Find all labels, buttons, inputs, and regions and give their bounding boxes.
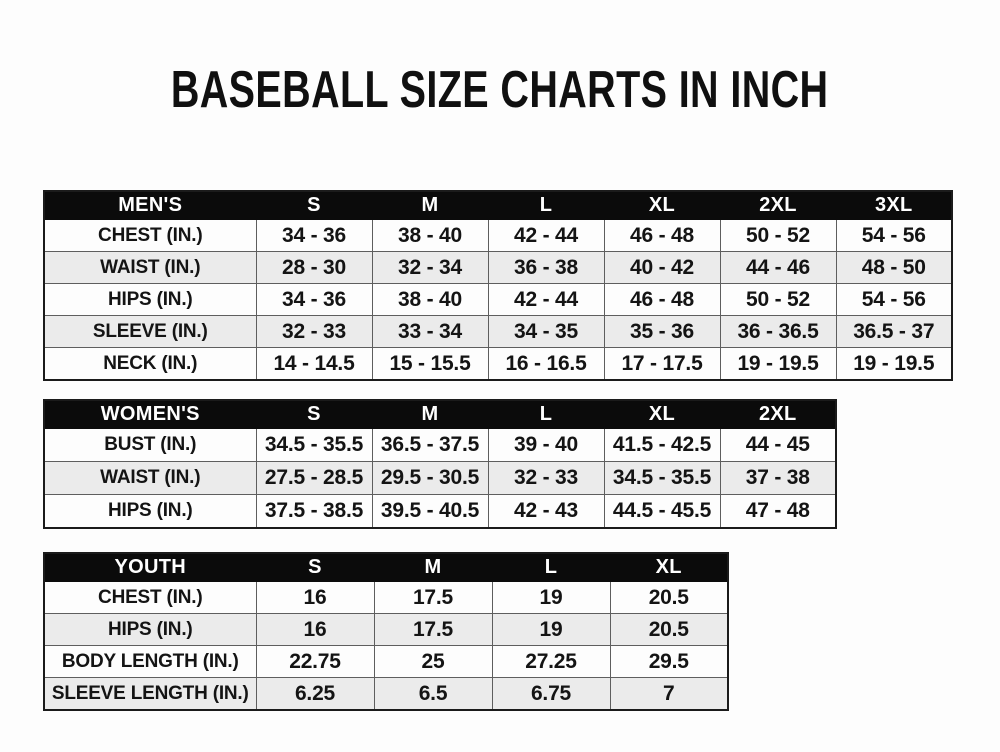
size-value: 27.25 — [492, 646, 610, 678]
size-value: 20.5 — [610, 614, 728, 646]
table-row — [44, 678, 728, 711]
size-value: 54 - 56 — [836, 284, 952, 316]
size-value: 29.5 — [610, 646, 728, 678]
column-header: L — [492, 553, 610, 582]
size-value: 27.5 - 28.5 — [256, 462, 372, 495]
size-value: 39.5 - 40.5 — [372, 495, 488, 529]
size-value: 32 - 34 — [372, 252, 488, 284]
size-value: 48 - 50 — [836, 252, 952, 284]
size-value: 46 - 48 — [604, 284, 720, 316]
size-value: 6.5 — [374, 678, 492, 711]
row-label: BUST (IN.) — [44, 429, 256, 462]
column-header: 2XL — [720, 400, 836, 429]
size-value: 42 - 44 — [488, 220, 604, 252]
size-value: 6.75 — [492, 678, 610, 711]
size-value: 17.5 — [374, 582, 492, 614]
table-row — [44, 316, 952, 348]
size-value: 54 - 56 — [836, 220, 952, 252]
column-header: S — [256, 400, 372, 429]
size-value: 34 - 35 — [488, 316, 604, 348]
page-title — [0, 61, 1000, 119]
size-value: 15 - 15.5 — [372, 348, 488, 381]
column-header: XL — [610, 553, 728, 582]
size-value: 34.5 - 35.5 — [604, 462, 720, 495]
column-header: M — [372, 191, 488, 220]
size-value: 25 — [374, 646, 492, 678]
size-value: 17.5 — [374, 614, 492, 646]
size-value: 50 - 52 — [720, 220, 836, 252]
size-value: 14 - 14.5 — [256, 348, 372, 381]
youth-header-row — [44, 553, 728, 582]
column-header: S — [256, 553, 374, 582]
table-row — [44, 495, 836, 529]
page-title-text: BASEBALL SIZE CHARTS IN INCH — [171, 61, 829, 119]
size-value: 16 — [256, 582, 374, 614]
size-value: 46 - 48 — [604, 220, 720, 252]
table-title-cell: MEN'S — [44, 191, 256, 220]
size-value: 36 - 38 — [488, 252, 604, 284]
size-value: 47 - 48 — [720, 495, 836, 529]
size-value: 33 - 34 — [372, 316, 488, 348]
row-label: SLEEVE (IN.) — [44, 316, 256, 348]
mens-header-row — [44, 191, 952, 220]
size-value: 19 - 19.5 — [720, 348, 836, 381]
column-header: M — [374, 553, 492, 582]
size-value: 19 - 19.5 — [836, 348, 952, 381]
row-label: CHEST (IN.) — [44, 582, 256, 614]
size-value: 44.5 - 45.5 — [604, 495, 720, 529]
table-title-cell: WOMEN'S — [44, 400, 256, 429]
size-value: 34 - 36 — [256, 220, 372, 252]
column-header: S — [256, 191, 372, 220]
row-label: WAIST (IN.) — [44, 462, 256, 495]
column-header: L — [488, 191, 604, 220]
size-value: 38 - 40 — [372, 284, 488, 316]
size-value: 34 - 36 — [256, 284, 372, 316]
row-label: HIPS (IN.) — [44, 284, 256, 316]
table-row — [44, 429, 836, 462]
size-value: 36.5 - 37.5 — [372, 429, 488, 462]
size-value: 6.25 — [256, 678, 374, 711]
size-value: 36.5 - 37 — [836, 316, 952, 348]
size-value: 22.75 — [256, 646, 374, 678]
size-value: 44 - 46 — [720, 252, 836, 284]
row-label: CHEST (IN.) — [44, 220, 256, 252]
column-header: XL — [604, 191, 720, 220]
row-label: BODY LENGTH (IN.) — [44, 646, 256, 678]
size-value: 34.5 - 35.5 — [256, 429, 372, 462]
size-value: 17 - 17.5 — [604, 348, 720, 381]
table-title-cell: YOUTH — [44, 553, 256, 582]
size-value: 32 - 33 — [488, 462, 604, 495]
size-value: 7 — [610, 678, 728, 711]
mens-size-table — [43, 190, 953, 381]
size-value: 16 - 16.5 — [488, 348, 604, 381]
youth-size-table — [43, 552, 729, 711]
column-header: XL — [604, 400, 720, 429]
row-label: HIPS (IN.) — [44, 614, 256, 646]
size-value: 19 — [492, 614, 610, 646]
size-value: 42 - 43 — [488, 495, 604, 529]
size-value: 44 - 45 — [720, 429, 836, 462]
size-value: 28 - 30 — [256, 252, 372, 284]
table-row — [44, 646, 728, 678]
row-label: HIPS (IN.) — [44, 495, 256, 529]
womens-size-table — [43, 399, 837, 529]
table-row — [44, 220, 952, 252]
table-row — [44, 252, 952, 284]
table-row — [44, 582, 728, 614]
size-value: 39 - 40 — [488, 429, 604, 462]
size-value: 19 — [492, 582, 610, 614]
size-value: 41.5 - 42.5 — [604, 429, 720, 462]
size-value: 50 - 52 — [720, 284, 836, 316]
table-row — [44, 348, 952, 381]
size-value: 38 - 40 — [372, 220, 488, 252]
size-value: 42 - 44 — [488, 284, 604, 316]
size-value: 37 - 38 — [720, 462, 836, 495]
size-value: 35 - 36 — [604, 316, 720, 348]
row-label: SLEEVE LENGTH (IN.) — [44, 678, 256, 711]
column-header: 3XL — [836, 191, 952, 220]
column-header: M — [372, 400, 488, 429]
size-value: 29.5 - 30.5 — [372, 462, 488, 495]
size-value: 32 - 33 — [256, 316, 372, 348]
table-row — [44, 284, 952, 316]
row-label: NECK (IN.) — [44, 348, 256, 381]
column-header: 2XL — [720, 191, 836, 220]
size-value: 20.5 — [610, 582, 728, 614]
size-value: 36 - 36.5 — [720, 316, 836, 348]
row-label: WAIST (IN.) — [44, 252, 256, 284]
table-row — [44, 614, 728, 646]
size-value: 40 - 42 — [604, 252, 720, 284]
table-row — [44, 462, 836, 495]
size-value: 16 — [256, 614, 374, 646]
size-value: 37.5 - 38.5 — [256, 495, 372, 529]
womens-header-row — [44, 400, 836, 429]
column-header: L — [488, 400, 604, 429]
